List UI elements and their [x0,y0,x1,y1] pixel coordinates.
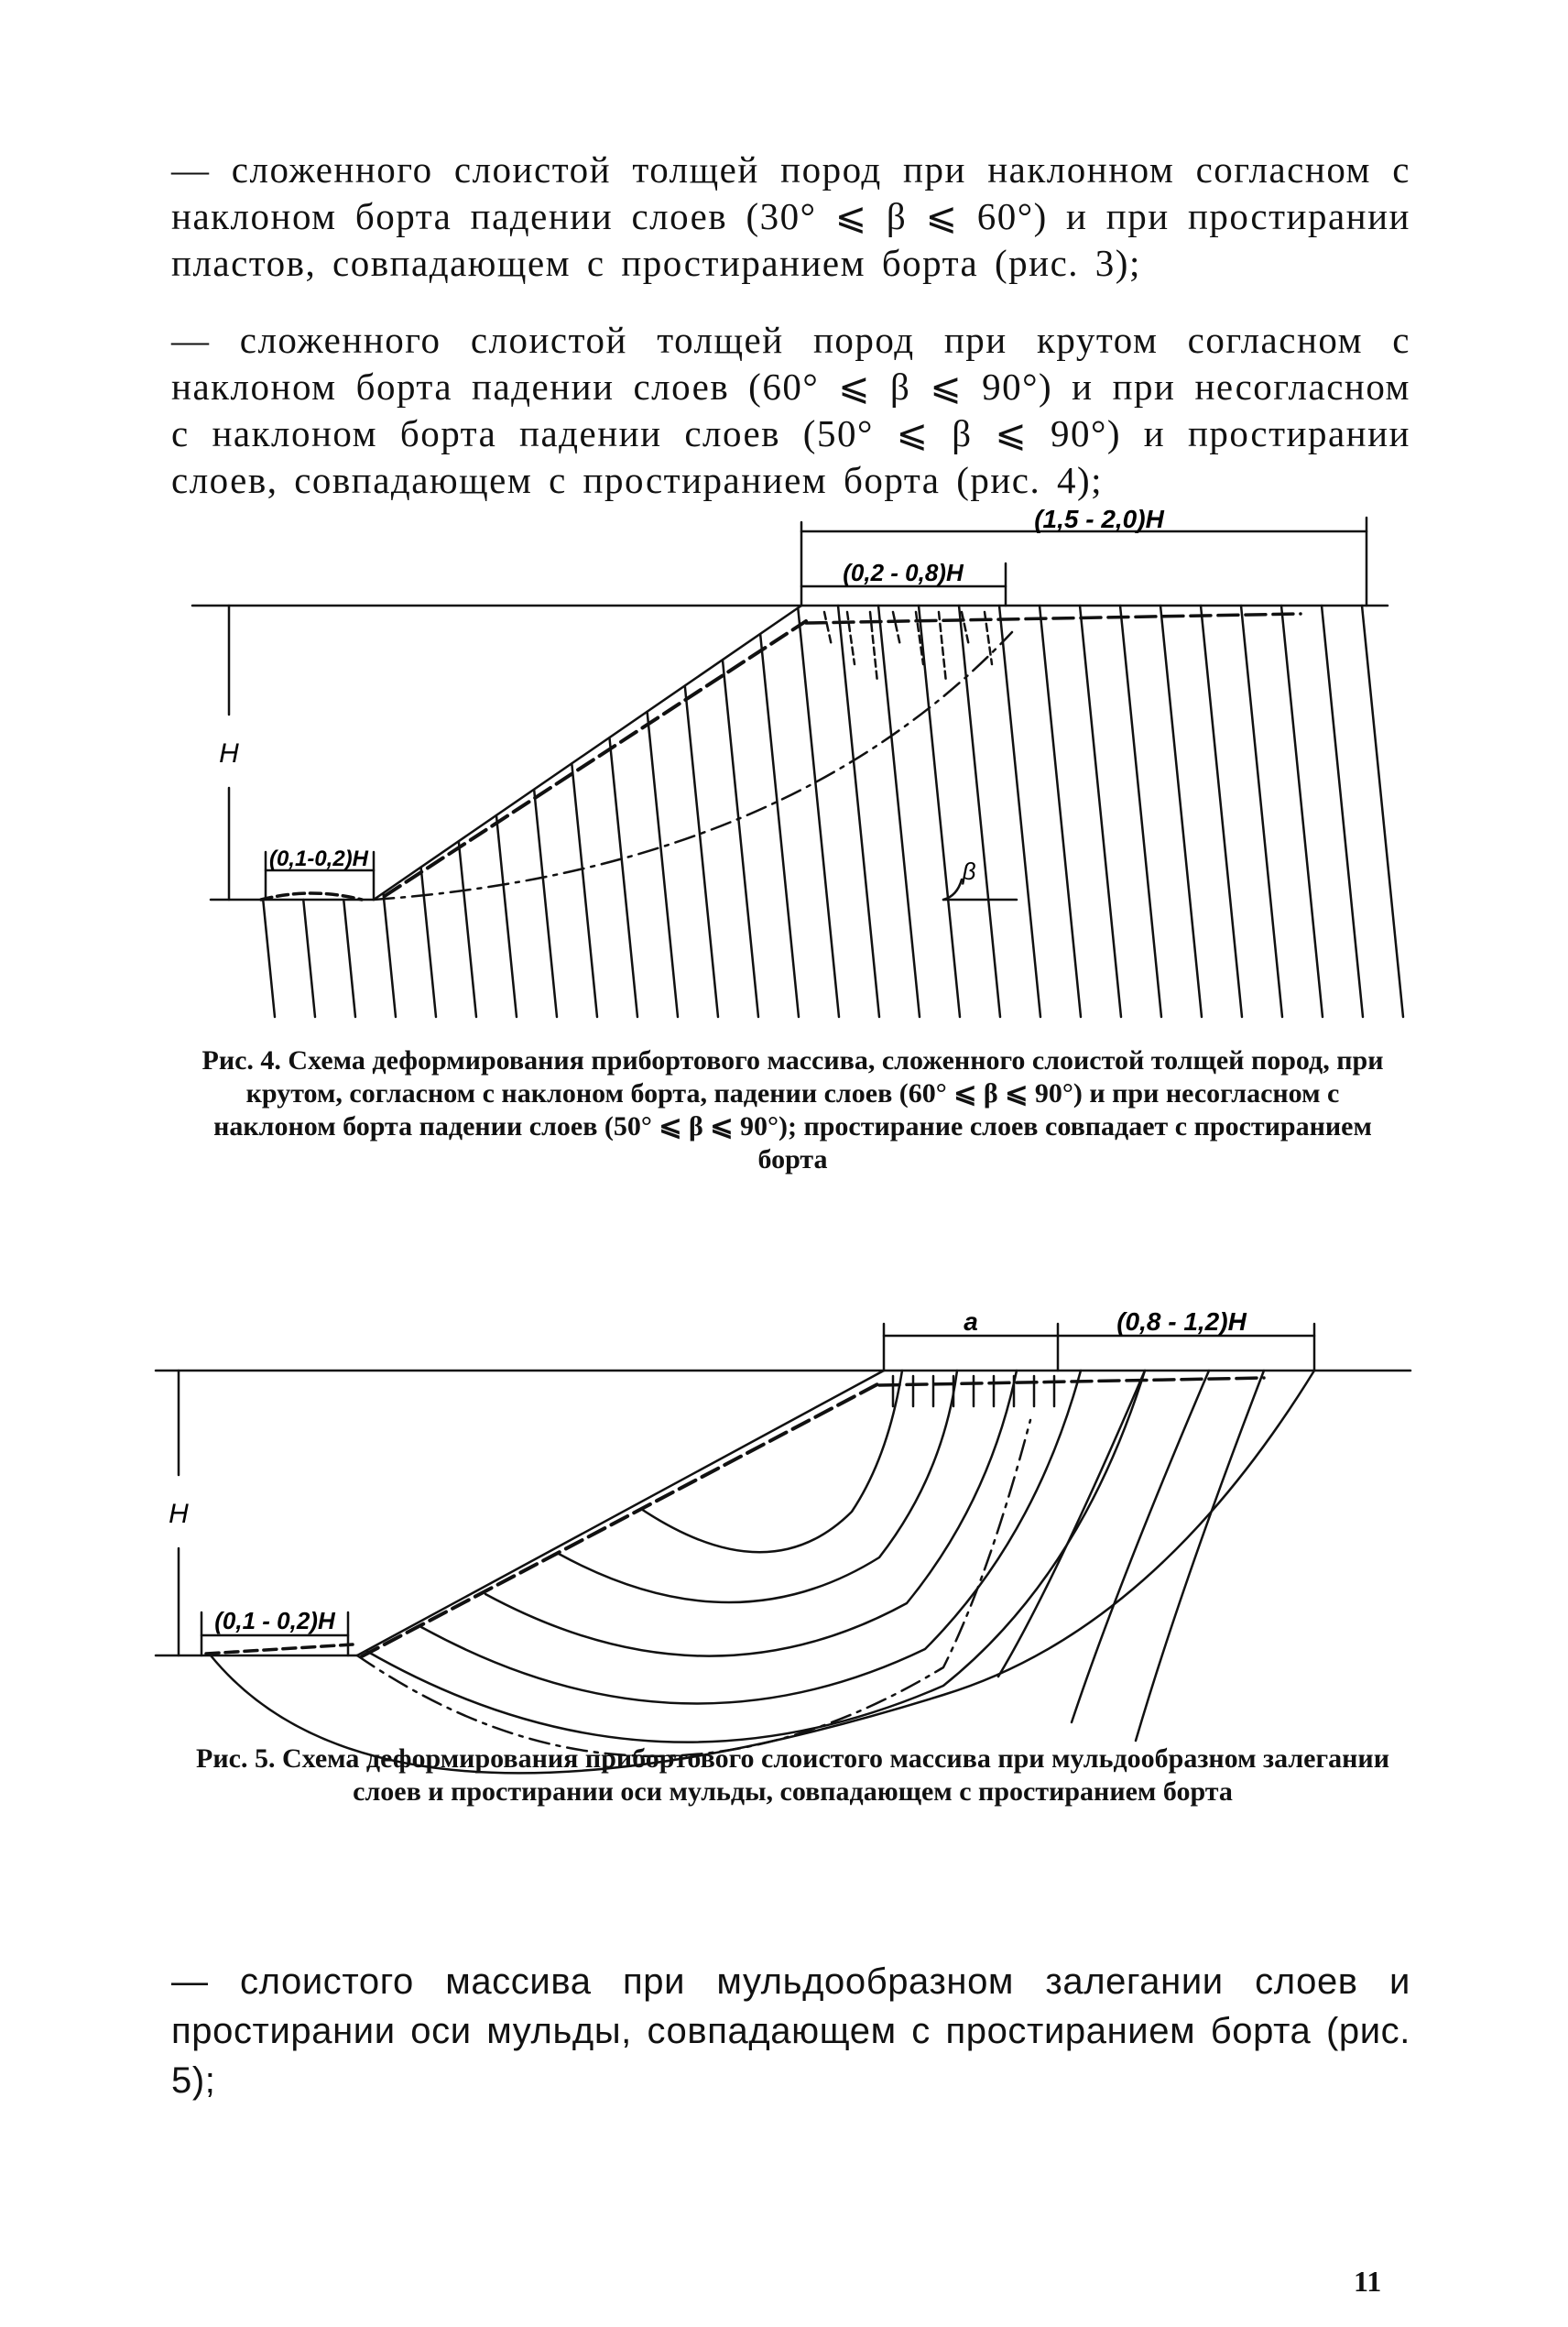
fig5-layer-curve [641,1371,902,1552]
fig5-height-label: H [169,1499,189,1529]
fig4-layer-line [1362,606,1403,1017]
fig5-layers [366,1371,1264,1743]
fig4-angle-label: β [962,858,976,885]
fig4-slope-line [374,606,801,900]
fig4-layer-line [1160,606,1202,1017]
paragraph-trough: — слоистого массива при мульдообразном залегании слоев и простирании оси мульды, совпадающем с простиранием борта (рис. 5); [171,1961,1410,2101]
fig4-layers [263,606,1403,1017]
fig4-displacement-tick [824,612,832,646]
fig4-layer-line [1080,606,1121,1017]
fig4-layer-line [723,660,758,1017]
fig4-layer-line [1241,606,1282,1017]
fig5-dim-a-label: a [964,1307,978,1336]
fig4-layer-line [534,790,557,1017]
fig4-layer-line [685,686,718,1017]
page-number: 11 [1354,2265,1382,2298]
fig4-layer-line [343,900,355,1017]
fig4-layer-line [609,738,637,1017]
figure-5-caption: Рис. 5. Схема деформирования прибортового слоистого массива при мульдообразном залегании слоев и простирании оси мульды, совпадающем с простиранием борта [196,1743,1389,1807]
fig4-layer-line [838,606,879,1017]
fig5-layer-curve [1072,1371,1209,1722]
fig4-layer-line [459,842,476,1017]
fig4-layer-line [1281,606,1323,1017]
fig4-layer-line [760,634,799,1017]
fig4-layer-line [999,606,1040,1017]
fig4-displacement-tick [847,612,855,664]
fig5-outer-layer [211,1371,1314,1773]
fig4-layer-line [1201,606,1242,1017]
fig4-layer-line [263,900,275,1017]
fig5-toe-bulge [206,1644,353,1654]
fig5-layer-curve [559,1371,957,1602]
fig5-slope-line [357,1371,884,1655]
fig5-layer-curve [366,1371,1145,1743]
fig4-layer-line [878,606,920,1017]
fig4-layer-line [959,606,1000,1017]
fig4-layer-line [384,893,397,1017]
fig4-layer-line [648,712,678,1017]
figure-5-diagram [0,1283,1568,1796]
paragraph-layered-steep: — сложенного слоистой толщей пород при крутом согласном с наклоном борта падении слоев (60° ⩽ β ⩽ 90°) и при несогласном с наклоном борта падении слоев (50° ⩽ β ⩽ 90°) и простирании слоев, совпадающем с простиранием борта (рис. 4); [171,319,1410,501]
fig4-height-label: H [219,738,239,769]
figure-4-caption: Рис. 4. Схема деформирования прибортового массива, сложенного слоистой толщей пород, при крутом, согласном с наклоном борта, падении слоев (60° ⩽ β ⩽ 90°) и при несогласном с наклоном борта падении слоев (50° ⩽ β ⩽ 90°); простирание слоев совпадает с простиранием борта [201,1045,1384,1174]
fig4-layer-line [572,763,597,1017]
fig4-layer-line [1120,606,1161,1017]
fig4-layer-line [496,815,517,1017]
fig5-layer-curve [485,1371,1017,1656]
fig4-layer-line [919,606,960,1017]
fig4-dim-crest-label: (0,2 - 0,8)H [843,559,964,586]
fig4-layer-line [798,608,839,1017]
fig5-dim-right-label: (0,8 - 1,2)H [1116,1307,1247,1336]
fig4-layer-line [303,900,315,1017]
fig4-displacement-tick [939,612,946,683]
fig4-layer-line [421,868,436,1017]
fig5-deformed-slope [362,1383,879,1656]
fig4-displacement-tick [893,612,900,646]
paragraph-layered-inclined: — сложенного слоистой толщей пород при наклонном согласном с наклоном борта падении слоев (30° ⩽ β ⩽ 60°) и при простирании пластов, совпадающем с простиранием борта (рис. 3); [171,148,1410,284]
fig4-dim-total-label: (1,5 - 2,0)H [1034,505,1164,533]
fig5-layer-curve [1136,1371,1264,1741]
fig4-layer-line [1322,606,1363,1017]
fig5-dim-toe-label: (0,1 - 0,2)H [214,1607,335,1634]
figure-4-diagram [0,486,1568,1035]
fig4-layer-line [1040,606,1081,1017]
fig4-dim-toe-label: (0,1-0,2)H [268,847,369,871]
